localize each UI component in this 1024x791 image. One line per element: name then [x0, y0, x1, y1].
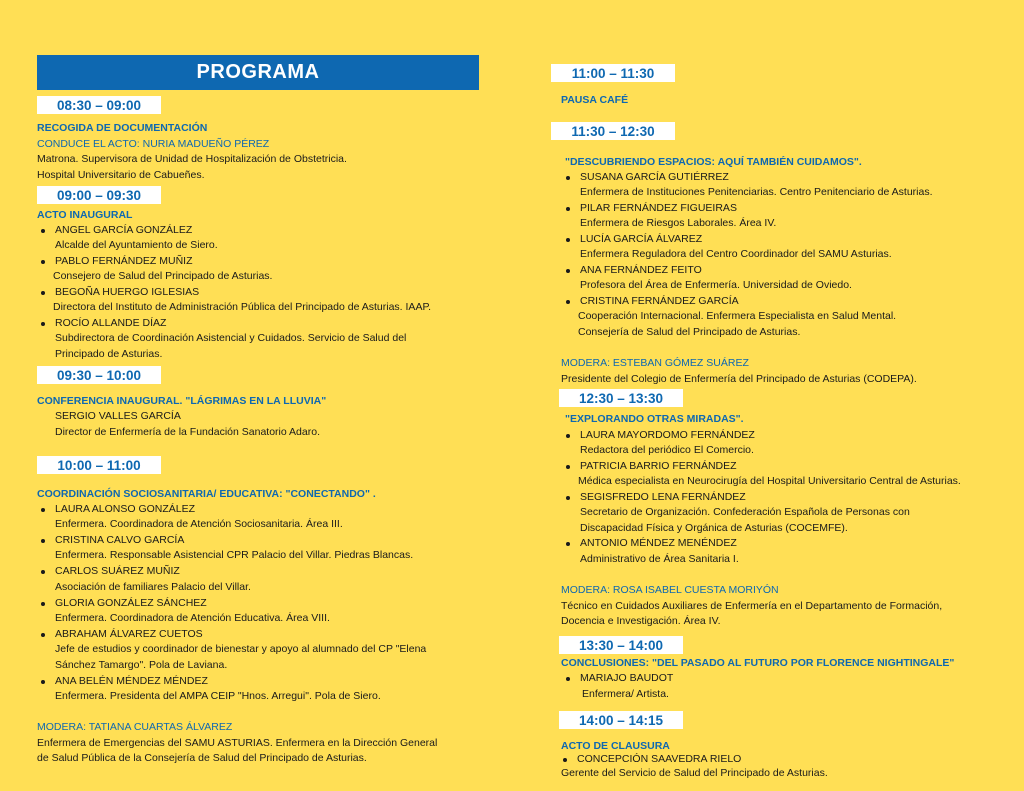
- speaker-role: Profesora del Área de Enfermería. Universidad de Oviedo.: [580, 279, 852, 291]
- section-heading: ACTO INAUGURAL: [37, 209, 133, 221]
- speaker-role: Discapacidad Física y Orgánica de Asturias (COCEMFE).: [580, 522, 848, 534]
- section-heading: "DESCUBRIENDO ESPACIOS: AQUÍ TAMBIÉN CUIDAMOS".: [565, 156, 862, 168]
- moderator-role: Enfermera de Emergencias del SAMU ASTURIAS. Enfermera en la Dirección General: [37, 737, 438, 749]
- description: Matrona. Supervisora de Unidad de Hospitalización de Obstetricia.: [37, 153, 347, 165]
- speaker-role: Enfermera. Presidenta del AMPA CEIP "Hnos. Arregui". Pola de Siero.: [55, 690, 381, 702]
- speaker-role: Principado de Asturias.: [55, 348, 163, 360]
- speaker-name: SERGIO VALLES GARCÍA: [55, 410, 181, 422]
- moderator-name: CONDUCE EL ACTO: NURIA MADUEÑO PÉREZ: [37, 138, 270, 150]
- speaker-name: PATRICIA BARRIO FERNÁNDEZ: [580, 460, 737, 472]
- section-heading: COORDINACIÓN SOCIOSANITARIA/ EDUCATIVA: "CONECTANDO" .: [37, 488, 376, 500]
- speaker-name: CONCEPCIÓN SAAVEDRA RIELO: [577, 753, 742, 765]
- speaker-name: CRISTINA CALVO GARCÍA: [55, 534, 185, 546]
- moderator-role: Técnico en Cuidados Auxiliares de Enfermería en el Departamento de Formación,: [561, 600, 943, 612]
- speaker-name: CRISTINA FERNÁNDEZ GARCÍA: [580, 295, 739, 307]
- time-slot: 11:30 – 12:30: [551, 122, 675, 140]
- time-slot: 13:30 – 14:00: [559, 636, 683, 654]
- speaker-role: Gerente del Servicio de Salud del Principado de Asturias.: [561, 767, 828, 779]
- speaker-name: MARIAJO BAUDOT: [580, 672, 674, 684]
- time-slot: 09:00 – 09:30: [37, 186, 161, 204]
- moderator-name: MODERA: ESTEBAN GÓMEZ SUÁREZ: [561, 357, 749, 369]
- speaker-name: PILAR FERNÁNDEZ FIGUEIRAS: [580, 202, 737, 214]
- speaker-role: Médica especialista en Neurocirugía del Hospital Universitario Central de Asturias.: [578, 475, 961, 487]
- speaker-name: PABLO FERNÁNDEZ MUÑIZ: [55, 255, 193, 267]
- speaker-role: Sánchez Tamargo". Pola de Laviana.: [55, 659, 228, 671]
- moderator-name: MODERA: TATIANA CUARTAS ÁLVAREZ: [37, 721, 233, 733]
- speaker-role: Asociación de familiares Palacio del Villar.: [55, 581, 251, 593]
- speaker-role: Enfermera de Riesgos Laborales. Área IV.: [580, 217, 777, 229]
- speaker-name: SUSANA GARCÍA GUTIÉRREZ: [580, 171, 729, 183]
- speaker-role: Enfermera de Instituciones Penitenciarias. Centro Penitenciario de Asturias.: [580, 186, 933, 198]
- speaker-role: Consejería de Salud del Principado de Asturias.: [578, 326, 801, 338]
- section-heading: "EXPLORANDO OTRAS MIRADAS".: [565, 413, 744, 425]
- speaker-name: ANTONIO MÉNDEZ MENÉNDEZ: [580, 537, 737, 549]
- speaker-name: GLORIA GONZÁLEZ SÁNCHEZ: [55, 597, 207, 609]
- time-slot: 08:30 – 09:00: [37, 96, 161, 114]
- speaker-name: SEGISFREDO LENA FERNÁNDEZ: [580, 491, 746, 503]
- time-slot: 10:00 – 11:00: [37, 456, 161, 474]
- speaker-role: Alcalde del Ayuntamiento de Siero.: [55, 239, 218, 251]
- speaker-role: Jefe de estudios y coordinador de bienestar y apoyo al alumnado del CP "Elena: [55, 643, 427, 655]
- speaker-role: Secretario de Organización. Confederación Española de Personas con: [580, 506, 910, 518]
- speaker-name: BEGOÑA HUERGO IGLESIAS: [55, 286, 200, 298]
- description: Hospital Universitario de Cabueñes.: [37, 169, 205, 181]
- speaker-name: LAURA ALONSO GONZÁLEZ: [55, 503, 196, 515]
- speaker-role: Redactora del periódico El Comercio.: [580, 444, 754, 456]
- section-heading: ACTO DE CLAUSURA: [561, 740, 670, 752]
- time-slot: 09:30 – 10:00: [37, 366, 161, 384]
- speaker-name: ABRAHAM ÁLVAREZ CUETOS: [55, 628, 203, 640]
- speaker-name: LUCÍA GARCÍA ÁLVAREZ: [580, 233, 703, 245]
- speaker-role: Enfermera. Responsable Asistencial CPR Palacio del Villar. Piedras Blancas.: [55, 549, 414, 561]
- speaker-role: Consejero de Salud del Principado de Asturias.: [53, 270, 273, 282]
- speaker-role: Administrativo de Área Sanitaria I.: [580, 553, 739, 565]
- speaker-role: Director de Enfermería de la Fundación Sanatorio Adaro.: [55, 426, 320, 438]
- section-heading: PAUSA CAFÉ: [561, 94, 629, 106]
- time-slot: 14:00 – 14:15: [559, 711, 683, 729]
- program-title: PROGRAMA: [37, 55, 479, 90]
- speaker-name: LAURA MAYORDOMO FERNÁNDEZ: [580, 429, 755, 441]
- speaker-role: Enfermera. Coordinadora de Atención Educativa. Área VIII.: [55, 612, 330, 624]
- speaker-role: Directora del Instituto de Administración Pública del Principado de Asturias. IAAP.: [53, 301, 432, 313]
- speaker-role: Enfermera/ Artista.: [582, 688, 669, 700]
- speaker-name: ANA FERNÁNDEZ FEITO: [580, 264, 702, 276]
- speaker-role: Cooperación Internacional. Enfermera Especialista en Salud Mental.: [578, 310, 897, 322]
- moderator-role: de Salud Pública de la Consejería de Salud del Principado de Asturias.: [37, 752, 367, 764]
- section-heading: RECOGIDA DE DOCUMENTACIÓN: [37, 122, 208, 134]
- speaker-name: ANGEL GARCÍA GONZÁLEZ: [55, 224, 193, 236]
- speaker-role: Enfermera. Coordinadora de Atención Sociosanitaria. Área III.: [55, 518, 343, 530]
- speaker-role: Subdirectora de Coordinación Asistencial y Cuidados. Servicio de Salud del: [55, 332, 407, 344]
- speaker-name: ANA BELÉN MÉNDEZ MÉNDEZ: [55, 675, 208, 687]
- speaker-name: ROCÍO ALLANDE DÍAZ: [55, 317, 167, 329]
- moderator-role: Presidente del Colegio de Enfermería del Principado de Asturias (CODEPA).: [561, 373, 917, 385]
- time-slot: 11:00 – 11:30: [551, 64, 675, 82]
- section-heading: CONFERENCIA INAUGURAL. "LÁGRIMAS EN LA LLUVIA": [37, 395, 327, 407]
- speaker-role: Enfermera Reguladora del Centro Coordinador del SAMU Asturias.: [580, 248, 892, 260]
- time-slot: 12:30 – 13:30: [559, 389, 683, 407]
- section-heading: CONCLUSIONES: "DEL PASADO AL FUTURO POR FLORENCE NIGHTINGALE": [561, 657, 955, 669]
- speaker-name: CARLOS SUÁREZ MUÑIZ: [55, 565, 180, 577]
- moderator-name: MODERA: ROSA ISABEL CUESTA MORIYÓN: [561, 584, 779, 596]
- moderator-role: Docencia e Investigación. Área IV.: [561, 615, 721, 627]
